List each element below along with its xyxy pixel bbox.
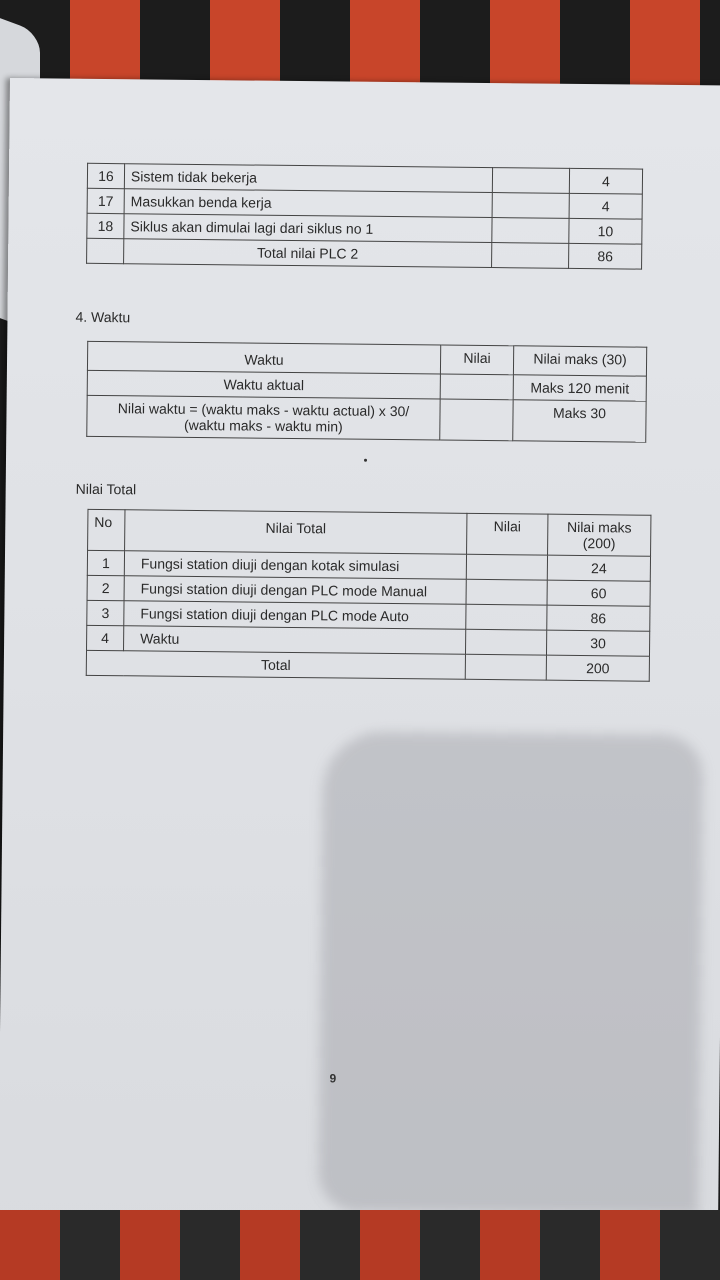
row-item: Siklus akan dimulai lagi dari siklus no 1 <box>124 214 492 243</box>
row-number: 3 <box>87 600 124 625</box>
header-nilai: Nilai <box>467 513 548 555</box>
row-item: Fungsi station diuji dengan PLC mode Manual <box>124 576 466 605</box>
row-nilai <box>492 193 569 219</box>
formula-maks: Maks 30 <box>513 400 646 442</box>
nilai-total-table <box>86 509 652 682</box>
waktu-aktual-nilai <box>440 374 513 400</box>
row-number: 4 <box>87 625 124 650</box>
header-waktu: Waktu <box>87 341 440 374</box>
row-maks: 4 <box>569 193 642 219</box>
row-item: Fungsi station diuji dengan kotak simulasi <box>124 551 466 580</box>
hand-shadow <box>318 731 703 1215</box>
row-nilai <box>466 604 547 630</box>
row-maks: 60 <box>547 580 650 606</box>
row-number: 2 <box>87 575 124 600</box>
formula-nilai <box>440 399 513 441</box>
row-nilai <box>492 168 569 194</box>
row-item: Masukkan benda kerja <box>124 189 492 218</box>
row-number: 16 <box>87 163 124 188</box>
waktu-aktual-maks: Maks 120 menit <box>513 375 646 401</box>
total-label: Total <box>86 650 465 679</box>
table-total-row <box>86 650 649 681</box>
header-nilai-maks-line-1: Nilai maks <box>566 518 632 536</box>
header-nilai-total: Nilai Total <box>125 510 467 555</box>
formula-line-2: (waktu maks - waktu min) <box>183 416 343 435</box>
section-heading-nilai-total: Nilai Total <box>75 480 137 498</box>
table-total-row <box>87 238 642 269</box>
row-item: Fungsi station diuji dengan PLC mode Auto <box>124 601 466 630</box>
header-nilai-maks <box>548 514 651 556</box>
header-no: No <box>88 509 125 550</box>
row-nilai <box>465 629 546 655</box>
row-nilai <box>466 579 547 605</box>
header-nilai-maks: Nilai maks (30) <box>513 346 646 376</box>
formula-cell <box>87 395 440 440</box>
total-maks: 86 <box>569 243 642 269</box>
total-maks: 200 <box>546 655 649 681</box>
header-nilai: Nilai <box>440 345 513 375</box>
fabric-background-bottom <box>0 1210 720 1280</box>
row-item: Waktu <box>124 626 466 655</box>
row-maks: 86 <box>547 605 650 631</box>
total-nilai <box>492 243 569 269</box>
row-number: 18 <box>87 213 124 238</box>
table-row <box>87 395 646 442</box>
row-nilai <box>466 554 547 580</box>
header-nilai-maks-line-2: (200) <box>582 535 616 552</box>
page-number: 9 <box>329 1071 337 1086</box>
stray-dot <box>364 459 367 462</box>
row-number: 17 <box>87 188 124 213</box>
row-maks: 30 <box>546 630 649 656</box>
total-nilai <box>465 654 546 680</box>
waktu-table <box>86 341 647 443</box>
plc2-score-table <box>86 163 643 270</box>
table-header-row <box>88 509 651 556</box>
row-maks: 24 <box>547 555 650 581</box>
row-number: 1 <box>87 550 124 575</box>
total-label: Total nilai PLC 2 <box>124 239 492 268</box>
section-heading-waktu: 4. Waktu <box>75 308 131 326</box>
formula-line-1: Nilai waktu = (waktu maks - waktu actual) x 30/ <box>117 400 410 420</box>
row-maks: 4 <box>569 168 642 194</box>
row-maks: 10 <box>569 218 642 244</box>
row-nilai <box>492 218 569 244</box>
blank-cell <box>87 238 124 263</box>
document-page <box>0 78 720 1255</box>
row-item: Sistem tidak bekerja <box>124 164 492 193</box>
waktu-aktual-label: Waktu aktual <box>87 370 440 399</box>
